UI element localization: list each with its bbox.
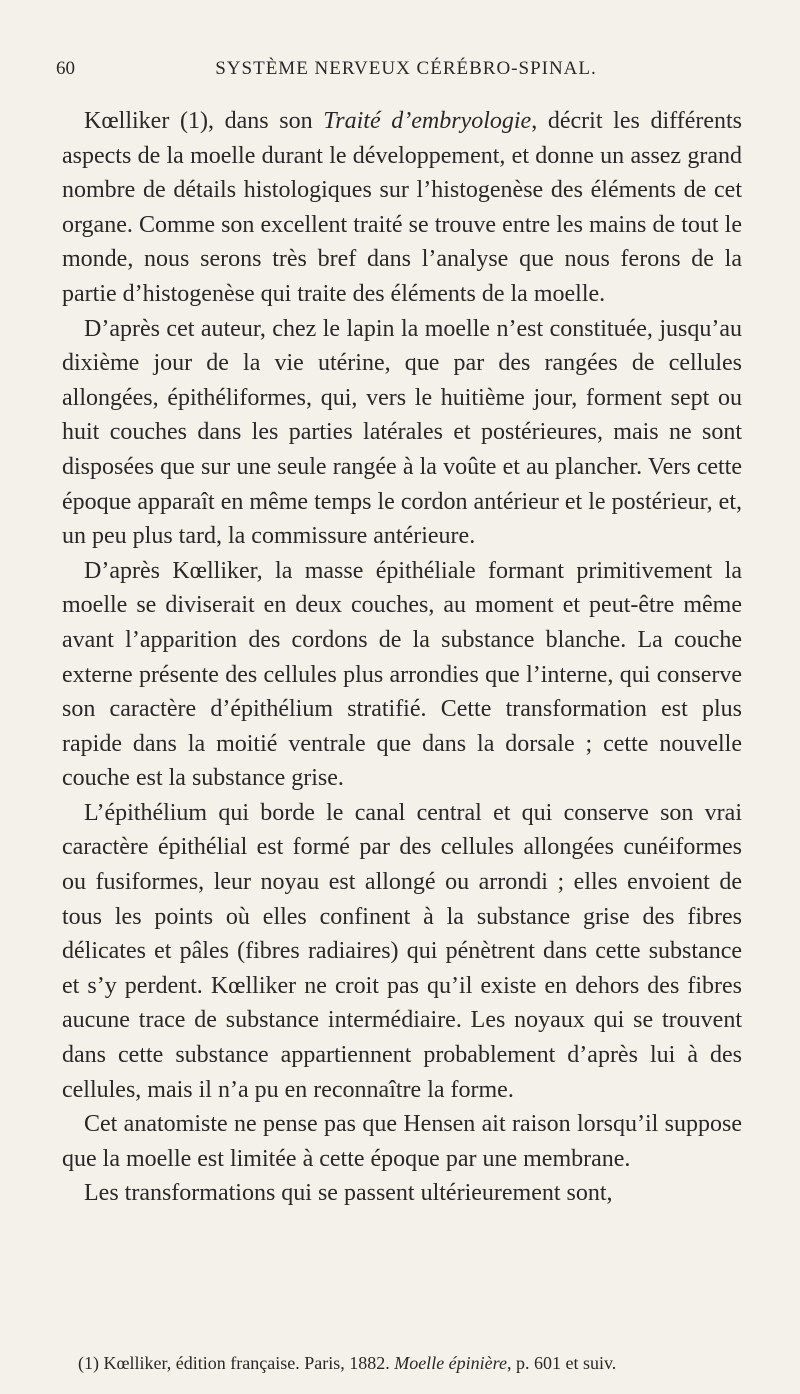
- body-text: [62, 104, 742, 1211]
- paragraph-2: D’après cet auteur, chez le lapin la moelle n’est constituée, jusqu’au dixième jour de la vie utérine, que par des rangées de cellules allongées, épithéliformes, qui, vers le huitième jour, forment sept ou huit couches dans les parties latérales et postérieures, mais ne sont disposées que sur une seule rangée à la voûte et au plancher. Vers cette époque apparaît en même temps le cordon antérieur et le postérieur, et, un peu plus tard, la commissure antérieure.: [62, 315, 742, 550]
- running-title: SYSTÈME NERVEUX CÉRÉBRO-SPINAL.: [215, 58, 597, 79]
- page-number: 60: [56, 58, 75, 79]
- footnote-title-italic: Moelle épinière: [394, 1353, 507, 1373]
- paragraph-6: Les transformations qui se passent ultérieurement sont,: [84, 1180, 613, 1207]
- footnote-rest: , p. 601 et suiv.: [506, 1353, 617, 1373]
- paragraph-1: [62, 104, 742, 312]
- book-title-italic: Traité d’embryologie: [323, 108, 532, 134]
- paragraph-4: L’épithélium qui borde le canal central et qui conserve son vrai caractère épithélial est formé par des cellules allongées cunéiformes ou fusiformes, leur noyau est allongé ou arrondi ; elles envoient de tous les points où elles confinent à la substance grise des fibres délicates et pâles (fibres radiaires) qui pénètrent dans cette substance et s’y perdent. Kœlliker ne croit pas qu’il existe en dehors des fibres aucune trace de substance intermédiaire. Les noyaux qui se trouvent dans cette substance appartiennent probablement d’après lui à des cellules, mais il n’a pu en reconnaître la forme.: [62, 799, 742, 1103]
- page-header: [56, 58, 756, 86]
- paragraph-3: D’après Kœlliker, la masse épithéliale formant primitivement la moelle se diviserait en deux couches, au moment et peut-être même avant l’apparition des cordons de la substance blanche. La couche externe présente des cellules plus arrondies que l’interne, qui conserve son caractère d’épithélium stratifié. Cette transformation est plus rapide dans la moitié ventrale que dans la dorsale ; cette nouvelle couche est la substance grise.: [62, 557, 742, 792]
- paragraph-1-start: Kœlliker (1), dans son: [84, 108, 324, 134]
- footnote: [78, 1352, 748, 1374]
- paragraph-5: Cet anatomiste ne pense pas que Hensen ait raison lorsqu’il suppose que la moelle est limitée à cette époque par une membrane.: [62, 1111, 742, 1172]
- paragraph-1-rest: , décrit les différents aspects de la moelle durant le développement, et donne un assez grand nombre de détails histologiques sur l’histogenèse des éléments de cet organe. Comme son excellent traité se trouve entre les mains de tout le monde, nous serons très bref dans l’analyse que nous ferons de la partie d’histogenèse qui traite des éléments de la moelle.: [62, 108, 742, 307]
- footnote-start: (1) Kœlliker, édition française. Paris, 1882.: [78, 1353, 395, 1373]
